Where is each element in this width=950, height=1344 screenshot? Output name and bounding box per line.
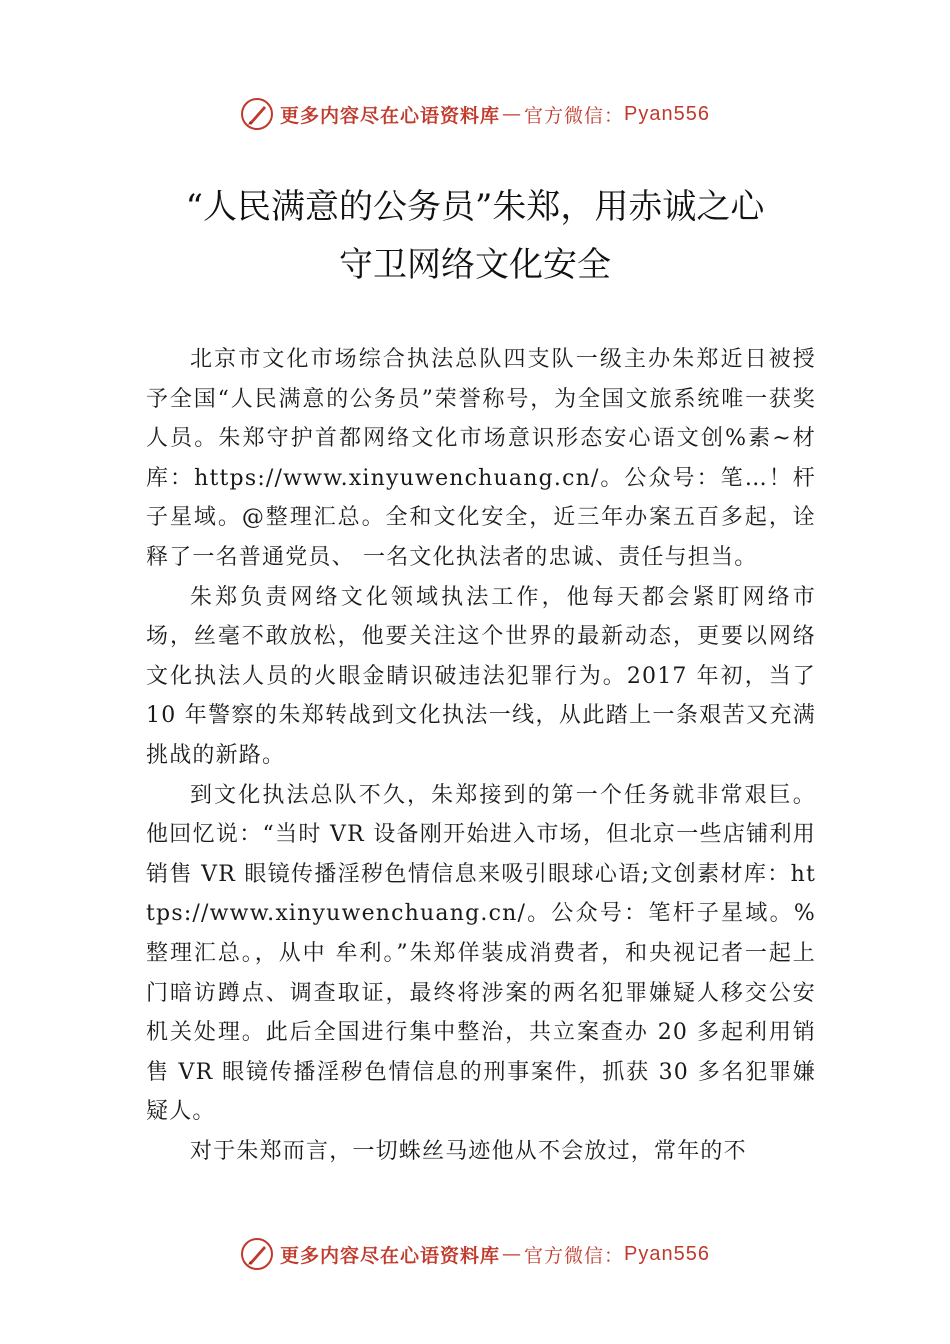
banner-wechat-id: Pyan556	[624, 102, 710, 125]
title-line-1: “人民满意的公务员”朱郑，用赤诚之心	[185, 187, 765, 227]
banner-wechat-id: Pyan556	[624, 1242, 710, 1265]
quill-logo-icon	[240, 97, 274, 131]
banner-label: 更多内容尽在心语资料库	[280, 1244, 501, 1267]
banner-separator: —	[502, 103, 523, 125]
paragraph: 到文化执法总队不久，朱郑接到的第一个任务就非常艰巨。他回忆说：“当时 VR 设备刚开始进入市场，但北京一些店铺利用销售 VR 眼镜传播淫秽色情信息来吸引眼球心语;文创素材库：https://www.xinyuwenchuang.cn/。公众号：笔杆子星域。%整理汇总。，从中 牟利。”朱郑佯装成消费者，和央视记者一起上门暗访蹲点、调查取证，最终将涉案的两名犯罪嫌疑人移交公安机关处理。此后全国进行集中整治，共立案查办 20 多起利用销售 VR 眼镜传播淫秽色情信息的刑事案件，抓获 30 多名犯罪嫌疑人。	[146, 782, 816, 1125]
banner-wechat-label: 官方微信：	[524, 104, 625, 127]
title-line-2: 守卫网络文化安全	[339, 245, 611, 285]
article-body	[146, 340, 816, 1171]
banner-separator: —	[502, 1243, 523, 1265]
banner-wechat-label: 官方微信：	[524, 1244, 625, 1267]
banner-label: 更多内容尽在心语资料库	[280, 104, 501, 127]
paragraph: 对于朱郑而言，一切蛛丝马迹他从不会放过，常年的不	[190, 1138, 747, 1164]
article-title	[0, 178, 950, 294]
quill-logo-icon	[240, 1237, 274, 1271]
paragraph: 北京市文化市场综合执法总队四支队一级主办朱郑近日被授予全国“人民满意的公务员”荣誉称号，为全国文旅系统唯一获奖人员。朱郑守护首都网络文化市场意识形态安心语文创%素~材库：https://www.xinyuwenchuang.cn/。公众号：笔…！杆子星域。@整理汇总。全和文化安全，近三年办案五百多起，诠释了一名普通党员、 一名文化执法者的忠诚、责任与担当。	[146, 347, 816, 570]
paragraph: 朱郑负责网络文化领域执法工作，他每天都会紧盯网络市场，丝毫不敢放松，他要关注这个世界的最新动态，更要以网络文化执法人员的火眼金睛识破违法犯罪行为。2017 年初，当了 10 年警察的朱郑转战到文化执法一线，从此踏上一条艰苦又充满挑战的新路。	[146, 584, 816, 768]
watermark-banner-top	[0, 92, 950, 136]
watermark-banner-bottom	[0, 1232, 950, 1276]
